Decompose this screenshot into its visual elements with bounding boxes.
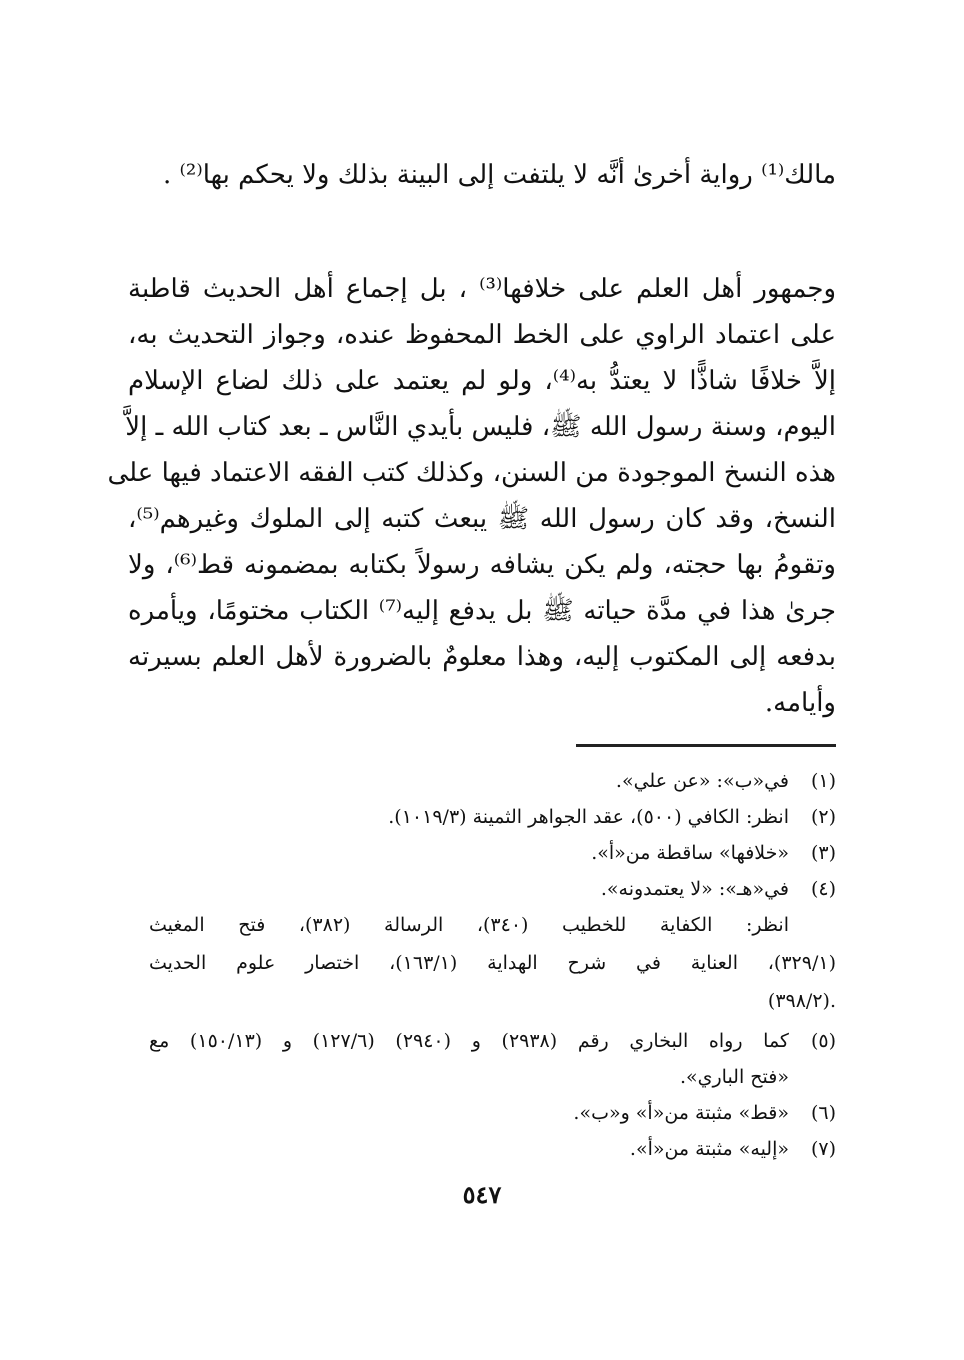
footnote-text-3: «خلافها» ساقطة من«أ». xyxy=(591,842,789,864)
paragraph-line-7: وتقومُ بها حجته، ولم يكن يشافه رسولاً بكتابه بمضمونه قط⁽⁶⁾، ولا xyxy=(128,550,836,580)
paragraph-line-10: وأيامه. xyxy=(764,688,836,718)
footnote-text-5: كما رواه البخاري رقم (٢٩٣٨) و (٢٩٤٠) (١٢٧/٦) و (١٥٠/١٣) مع xyxy=(149,1030,789,1052)
footnote-number-5: (٥) xyxy=(810,1030,836,1052)
page-number: ٥٤٧ xyxy=(462,1180,502,1209)
footnote-text-6: «قط» مثبتة من«أ» و«ب». xyxy=(573,1102,789,1124)
footnote-number-7: (٧) xyxy=(810,1138,836,1160)
paragraph-line-1: وجمهور أهل العلم على خلافها⁽³⁾ ، بل إجماع أهل الحديث قاطبة xyxy=(128,274,836,304)
footnote-number-1: (١) xyxy=(810,770,836,792)
footnote-number-2: (٢) xyxy=(810,806,836,828)
footnote-text-7: «إليه» مثبتة من«أ». xyxy=(629,1138,789,1160)
footnote-number-6: (٦) xyxy=(810,1102,836,1124)
body-line-1: مالك⁽¹⁾ رواية أخرىٰ أنَّه لا يلتفت إلى البينة بذلك ولا يحكم بها⁽²⁾ . xyxy=(162,160,836,190)
footnote-number-3: (٣) xyxy=(810,842,836,864)
paragraph-line-8: جرىٰ هذا في مدَّة حياته ﷺ بل يدفع إليه⁽⁷⁾ الكتاب مختومًا، ويأمره xyxy=(128,596,836,626)
paragraph-line-4: اليوم، وسنة رسول الله ﷺ، فليس بأيدي النَّاس ـ بعد كتاب الله ـ إلاَّ xyxy=(125,412,836,442)
footnote-4-extra-line-2: (٣٢٩/١)، العناية في شرح الهداية (١٦٣/١)، اختصار علوم الحديث xyxy=(149,952,836,974)
footnote-number-4: (٤) xyxy=(810,878,836,900)
footnote-4-extra-line-1: انظر: الكفاية للخطيب (٣٤٠)، الرسالة (٣٨٢)، فتح المغيث xyxy=(149,914,789,936)
paragraph-line-6: النسخ، وقد كان رسول الله ﷺ يبعث كتبه إلى الملوك وغيرهم⁽⁵⁾، xyxy=(128,504,836,534)
paragraph-line-3: إلاَّ خلافًا شاذًّا لا يعتدُّ به⁽⁴⁾، ولو لم يعتمد على ذلك لضاع الإسلام xyxy=(128,366,836,396)
footnote-5-continuation: «فتح الباري». xyxy=(679,1066,789,1088)
paragraph-line-2: على اعتماد الراوي على الخط المحفوظ عنده، وجواز التحديث به، xyxy=(128,320,836,350)
footnote-4-extra-line-3: (٣٩٨/٢). xyxy=(767,990,836,1012)
footnote-text-4: في«هـ»: «لا يعتمدونه». xyxy=(600,878,789,900)
footnote-separator xyxy=(576,744,836,747)
paragraph-line-5: هذه النسخ الموجودة من السنن، وكذلك كتب الفقه الاعتماد فيها على xyxy=(107,458,836,488)
footnote-text-1: في«ب»: «عن علي». xyxy=(615,770,789,792)
footnote-text-2: انظر: الكافي (٥٠٠)، عقد الجواهر الثمينة (١٠١٩/٣). xyxy=(388,806,789,828)
paragraph-line-9: بدفعه إلى المكتوب إليه، وهذا معلومٌ بالضرورة لأهل العلم بسيرته xyxy=(128,642,836,672)
